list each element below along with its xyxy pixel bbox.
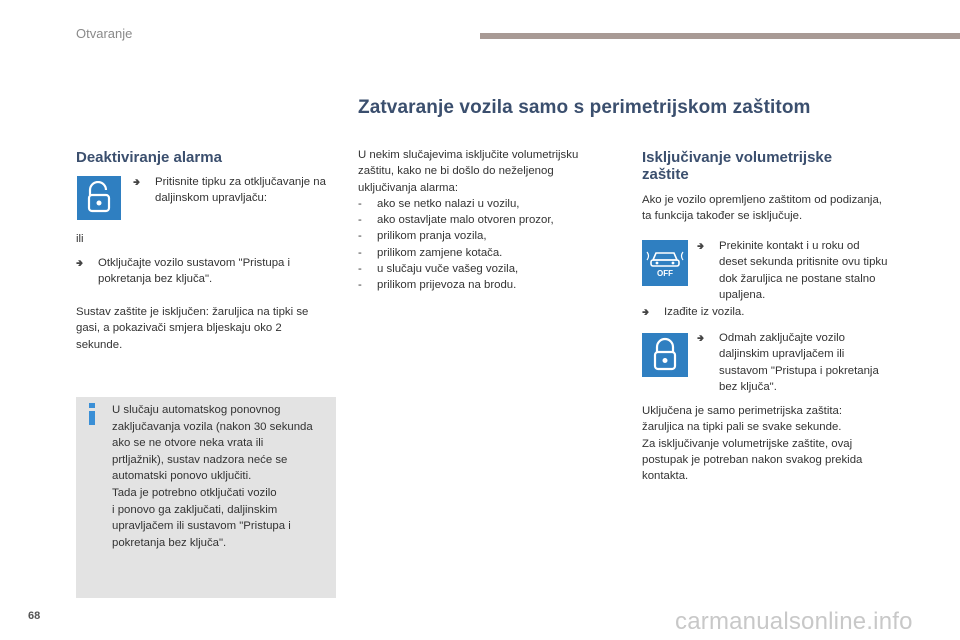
list-item: - u slučaju vuče vašeg vozila, xyxy=(358,261,608,277)
page-number: 68 xyxy=(28,610,41,622)
list-item: - ako ostavljate malo otvoren prozor, xyxy=(358,212,608,228)
watermark: carmanualsonline.info xyxy=(675,608,913,635)
list-item: - prilikom zamjene kotača. xyxy=(358,245,608,261)
list-item: - prilikom prijevoza na brodu. xyxy=(358,277,608,293)
right-intro: Ako je vozilo opremljeno zaštitom od podizanja, ta funkcija također se isključuje. xyxy=(642,194,882,223)
unlock-button-icon xyxy=(77,176,121,220)
page-title: Zatvaranje vozila samo s perimetrijskom zaštitom xyxy=(358,97,811,118)
lock-button-icon xyxy=(642,333,688,377)
bullet-arrow-icon: 🢂 xyxy=(76,258,84,268)
left-step-1: 🢂 Pritisnite tipku za otključavanje na daljinskom upravljaču: xyxy=(133,176,326,205)
volumetric-off-button-icon xyxy=(642,240,688,286)
left-paragraph: Sustav zaštite je isključen: žaruljica na tipki se gasi, a pokazivači smjera bljeskaju oko 2 sekunde. xyxy=(76,306,309,351)
right-step-3: 🢂 Odmah zaključajte vozilo daljinskim upravljačem ili sustavom "Pristupa i pokretanja bez ključa". xyxy=(697,332,879,393)
right-step-2: 🢂 Izađite iz vozila. xyxy=(642,304,842,320)
heading-deactivate-alarm: Deaktiviranje alarma xyxy=(76,149,222,166)
middle-list xyxy=(358,196,608,294)
right-step-1: 🢂 Prekinite kontakt i u roku od deset sekunda pritisnite ovu tipku dok žaruljica ne postane stalno upaljena. xyxy=(697,240,888,301)
bullet-arrow-icon: 🢂 xyxy=(642,307,650,317)
info-icon xyxy=(86,403,98,430)
list-item: - prilikom pranja vozila, xyxy=(358,228,608,244)
list-item: - ako se netko nalazi u vozilu, xyxy=(358,196,608,212)
middle-text: U nekim slučajevima isključite volumetrijsku zaštitu, kako ne bi došlo do neželjenog uključivanja alarma: - ako se netko nalazi u vozilu, - ako ostavljate malo otvoren prozor, - prilikom pranja vozila, - prilikom zamjene kotača. - u slučaju vuče vašeg vozila, - prilikom prijevoza na brodu. xyxy=(358,147,608,294)
left-step-2: 🢂 Otključajte vozilo sustavom "Pristupa i pokretanja bez ključa". xyxy=(76,257,291,286)
or-text: ili xyxy=(76,233,84,245)
header-bar xyxy=(480,33,960,39)
right-outro: Uključena je samo perimetrijska zaštita: žaruljica na tipki pali se svake sekunde. Za isključivanje volumetrijske zaštite, ovaj postupak je potreban nakon svakog prekida kontakta. xyxy=(642,405,863,483)
bullet-arrow-icon: 🢂 xyxy=(697,241,705,251)
bullet-arrow-icon: 🢂 xyxy=(697,333,705,343)
heading-volumetric: Isključivanje volumetrijske zaštite xyxy=(642,149,833,183)
off-label: OFF xyxy=(657,269,673,278)
section-label: Otvaranje xyxy=(76,26,133,41)
info-text: U slučaju automatskog ponovnog zaključavanja vozila (nakon 30 sekunda ako se ne otvore neka vrata ili prtljažnik), sustav nadzora neće se automatski ponovo uključiti. Tada je potrebno otključati vozilo i ponovo ga zaključati, daljinskim upravljačem ili sustavom "Pristupa i pokretanja bez ključa". xyxy=(112,404,313,549)
bullet-arrow-icon: 🢂 xyxy=(133,177,141,187)
